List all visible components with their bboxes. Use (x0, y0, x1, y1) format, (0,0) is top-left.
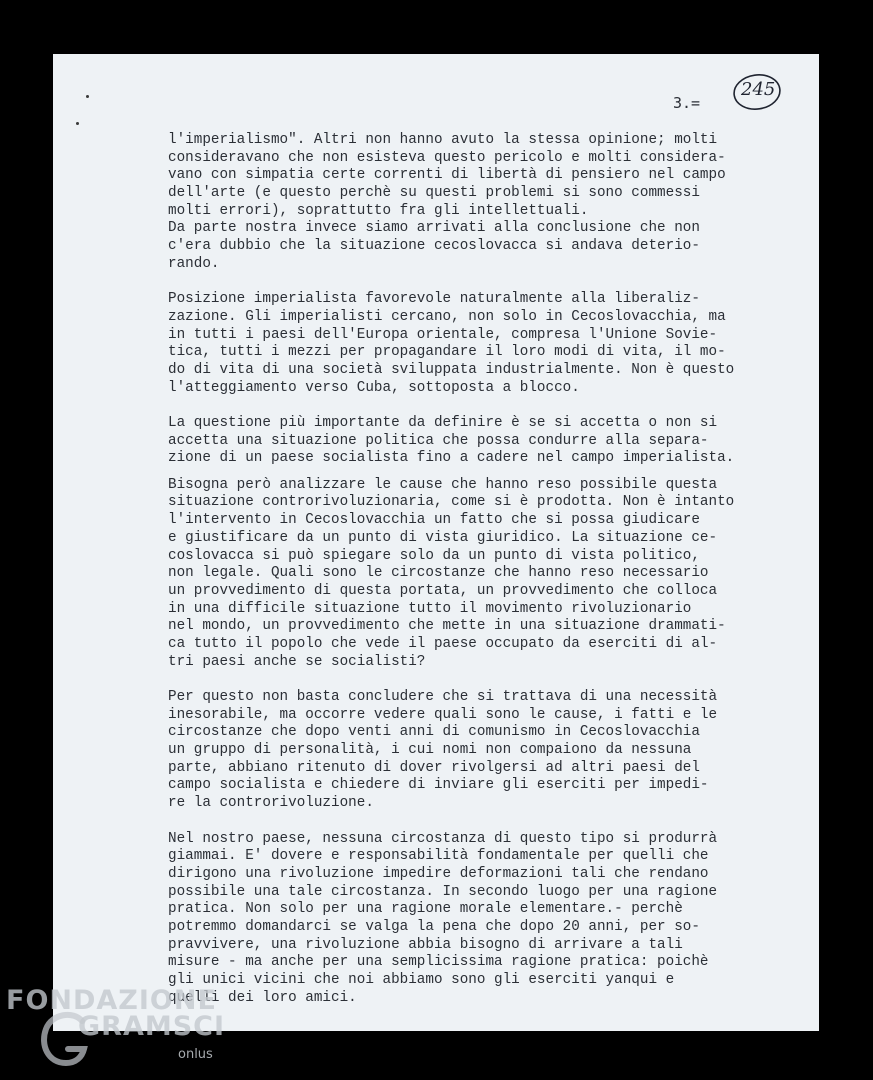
text-line: coslovacca si può spiegare solo da un punto di vista politico, (168, 547, 700, 564)
text-line: inesorabile, ma occorre vedere quali sono le cause, i fatti e le (168, 706, 718, 723)
paragraph-1 (168, 132, 778, 274)
paper-speck (86, 95, 89, 98)
text-line: ca tutto il popolo che vede il paese occupato da eserciti di al- (168, 635, 718, 652)
text-line: c'era dubbio che la situazione cecoslovacca si andava deterio- (168, 238, 700, 255)
text-line: misure - ma anche per una semplicissima ragione pratica: poichè (168, 954, 709, 971)
text-line: giammai. E' dovere e responsabilità fondamentale per quelli che (168, 848, 709, 865)
watermark-line-1: FONDAZIONE (6, 985, 217, 1016)
text-line: re la controrivoluzione. (168, 795, 374, 812)
text-line: in tutti i paesi dell'Europa orientale, compresa l'Unione Sovie- (168, 326, 718, 343)
text-line: pratica. Non solo per una ragione morale elementare.- perchè (168, 901, 683, 918)
text-line: molti errori), soprattutto fra gli intellettuali. (168, 202, 589, 219)
text-line: Posizione imperialista favorevole naturalmente alla liberaliz- (168, 291, 700, 308)
text-line: campo socialista e chiedere di inviare gli eserciti per impedi- (168, 777, 709, 794)
archive-number: 245 (741, 79, 776, 100)
text-line: parte, abbiano ritenuto di dover rivolgersi ad altri paesi del (168, 759, 700, 776)
text-line: quelli dei loro amici. (168, 989, 357, 1006)
text-line: un gruppo di personalità, i cui nomi non compaiono da nessuna (168, 742, 692, 759)
text-line: gli unici vicini che noi abbiamo sono gli eserciti yanqui e (168, 972, 675, 988)
text-line: l'intervento in Cecoslovacchia un fatto che si possa giudicare (168, 512, 700, 529)
text-line: dirigono una rivoluzione impedire deformazioni tali che rendano (168, 865, 709, 882)
document-page (53, 54, 819, 1031)
text-line: consideravano che non esisteva questo pericolo e molti considera- (168, 149, 726, 166)
text-line: zazione. Gli imperialisti cercano, non solo in Cecoslovacchia, ma (168, 308, 726, 325)
text-line: l'imperialismo". Altri non hanno avuto la stessa opinione; molti (168, 132, 718, 148)
text-line: nel mondo, un provvedimento che mette in una situazione drammati- (168, 618, 726, 635)
paragraph-6 (168, 831, 778, 1008)
text-line: tri paesi anche se socialisti? (168, 653, 426, 670)
text-line: La questione più importante da definire è se si accetta o non si (168, 415, 718, 431)
text-line: Bisogna però analizzare le cause che hanno reso possibile questa (168, 476, 718, 493)
text-line: accetta una situazione politica che possa condurre alla separa- (168, 432, 709, 449)
text-line: potremmo domandarci se valga la pena che dopo 20 anni, per so- (168, 918, 700, 935)
text-line: in una difficile situazione tutto il movimento rivoluzionario (168, 600, 692, 617)
watermark-line-2: GRAMSCI (78, 1011, 226, 1042)
text-line: Per questo non basta concludere che si trattava di una necessità (168, 689, 718, 705)
text-line: possibile una tale circostanza. In secondo luogo per una ragione (168, 883, 718, 900)
page-number: 3.= (673, 94, 701, 112)
typed-body-text (168, 132, 778, 1007)
paper-speck (76, 122, 79, 125)
paragraph-4 (168, 477, 778, 672)
text-line: rando. (168, 255, 220, 272)
paragraph-2 (168, 291, 778, 397)
text-line: tica, tutti i mezzi per propagandare il loro modi di vita, il mo- (168, 344, 726, 361)
paragraph-5 (168, 689, 778, 813)
text-line: e giustificare da un punto di vista giuridico. La situazione ce- (168, 529, 718, 546)
watermark-suffix: onlus (178, 1047, 213, 1062)
text-line: circostanze che dopo venti anni di comunismo in Cecoslovacchia (168, 724, 700, 741)
text-line: do di vita di una società sviluppata industrialmente. Non è questo (168, 361, 735, 378)
fondazione-gramsci-watermark (6, 985, 246, 1075)
text-line: non legale. Quali sono le circostanze che hanno reso necessario (168, 565, 709, 582)
text-line: l'atteggiamento verso Cuba, sottoposta a blocco. (168, 379, 580, 396)
text-line: dell'arte (e questo perchè su questi problemi si sono commessi (168, 185, 700, 202)
text-line: Nel nostro paese, nessuna circostanza di questo tipo si produrrà (168, 830, 718, 847)
text-line: zione di un paese socialista fino a cadere nel campo imperialista. (168, 450, 735, 467)
text-line: pravvivere, una rivoluzione abbia bisogno di arrivare a tali (168, 936, 683, 953)
archive-number-stamp (731, 72, 783, 112)
text-line: vano con simpatia certe correnti di libertà di pensiero nel campo (168, 167, 726, 184)
text-line: Da parte nostra invece siamo arrivati alla conclusione che non (168, 220, 700, 237)
text-line: situazione controrivoluzionaria, come si è prodotta. Non è intanto (168, 494, 735, 511)
text-line: un provvedimento di questa portata, un provvedimento che colloca (168, 582, 718, 599)
paragraph-3 (168, 415, 778, 468)
